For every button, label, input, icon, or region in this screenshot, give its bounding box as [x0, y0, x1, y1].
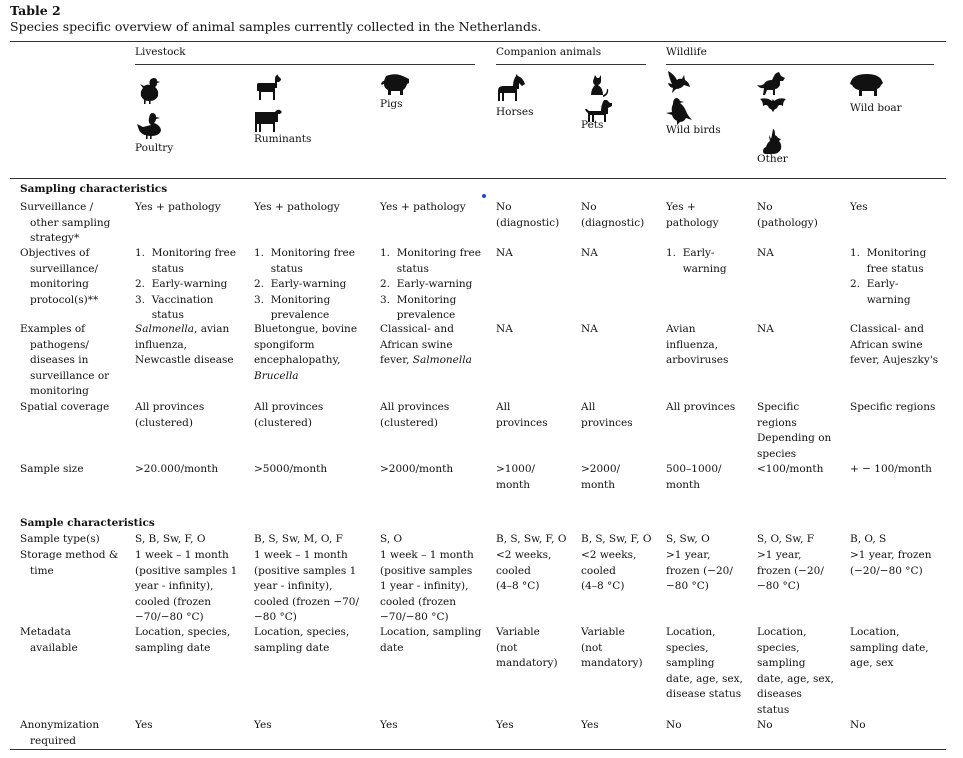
cell-objectives-1 — [254, 246, 355, 324]
cell-line: Yes + pathology — [380, 201, 466, 213]
cell-line: >1 year, — [757, 549, 802, 561]
cell-line: sampling — [666, 657, 715, 669]
col-wild-birds: Wild birds — [666, 124, 721, 136]
cell-line: status — [380, 262, 429, 275]
group-wildlife: Wildlife — [666, 46, 707, 58]
cell-line: 3. Monitoring — [380, 293, 457, 306]
companion-rule — [496, 64, 646, 65]
cell-spatial-5 — [666, 400, 735, 416]
cell-examples-0 — [135, 322, 234, 369]
cell-line: mandatory) — [581, 657, 643, 669]
cell-surveillance-5 — [666, 200, 719, 231]
col-pets: Pets — [581, 119, 604, 131]
cell-line: (positive samples 1 — [254, 564, 357, 577]
cell-line: All provinces — [254, 401, 324, 413]
cell-line: cooled (frozen −70/ — [254, 595, 360, 608]
cell-line: warning — [666, 262, 727, 275]
cell-line: 1. Monitoring free — [380, 247, 481, 259]
cell-sample-size-7 — [850, 462, 932, 478]
cell-line: 1 week – 1 month — [380, 549, 474, 561]
cell-storage-3 — [496, 548, 551, 595]
cell-line: prevalence — [380, 309, 456, 321]
cell-line: month — [496, 478, 531, 491]
cell-line: species, — [757, 641, 800, 654]
cell-sample-types-2 — [380, 532, 402, 548]
cell-line: sampling date, — [850, 641, 929, 654]
cell-line: All provinces — [135, 401, 205, 413]
row-label-line: strategy* — [30, 232, 80, 244]
cell-surveillance-1 — [254, 200, 340, 216]
cell-line: warning — [850, 293, 911, 306]
cell-spatial-6 — [757, 400, 831, 462]
cell-line: (positive samples — [380, 564, 473, 577]
cell-line: B, O, S — [850, 533, 887, 545]
row-label-line: diseases in — [30, 354, 89, 366]
cell-line: No — [496, 201, 512, 213]
cell-line: status — [254, 262, 303, 275]
cell-line: NA — [581, 323, 598, 335]
cell-line: No — [581, 201, 597, 213]
cell-line: year - infinity), — [135, 580, 214, 592]
cell-objectives-0 — [135, 246, 236, 324]
cell-anonymization-3 — [496, 718, 514, 734]
cell-examples-1 — [254, 322, 357, 384]
row-label-line: pathogens/ — [30, 338, 89, 351]
cell-storage-0 — [135, 548, 237, 626]
cell-line: sampling date — [135, 641, 211, 654]
cell-line: Yes + pathology — [254, 201, 340, 213]
row-label-line: Sample size — [20, 463, 84, 475]
cell-line: −80 °C) — [666, 580, 709, 592]
cell-surveillance-6 — [757, 200, 818, 231]
cell-line: Avian — [666, 323, 696, 335]
cell-line — [254, 369, 357, 385]
row-label-line: Sample type(s) — [20, 533, 100, 545]
cell-line: No — [666, 719, 682, 731]
cell-line: NA — [581, 247, 598, 259]
cell-line: Yes — [850, 201, 868, 213]
cell-examples-3 — [496, 322, 513, 338]
cell-line: (clustered) — [380, 416, 438, 429]
cell-storage-4 — [581, 548, 636, 595]
cell-line: >1000/ — [496, 463, 536, 475]
col-wild-boar: Wild boar — [850, 102, 902, 114]
cell-sample-size-2 — [380, 462, 453, 478]
row-label-anonymization — [20, 718, 130, 749]
header-rule — [10, 178, 946, 179]
cell-line: species — [757, 447, 797, 460]
wildlife-rule — [666, 64, 934, 65]
row-label-line: available — [30, 641, 78, 654]
cell-line: month — [666, 478, 701, 491]
marker-dot — [482, 194, 486, 198]
row-label-sample-size — [20, 462, 130, 478]
cell-line: All provinces — [380, 401, 450, 413]
cell-line: >1 year, frozen — [850, 549, 932, 561]
cell-line: Salmonella, avian — [135, 323, 230, 335]
cell-line: S, Sw, O — [666, 533, 710, 545]
row-label-line: protocol(s)** — [30, 293, 99, 306]
cell-line: S, O — [380, 533, 403, 545]
section-sampling-characteristics: Sampling characteristics — [20, 183, 168, 195]
eagle-icon — [664, 96, 694, 126]
boar-icon — [850, 70, 884, 100]
cell-examples-4 — [581, 322, 598, 338]
row-label-line: Metadata — [20, 626, 71, 638]
cell-anonymization-2 — [380, 718, 398, 734]
cell-line: influenza, — [666, 338, 718, 351]
cell-line: status — [135, 262, 184, 275]
cell-sample-types-3 — [496, 532, 566, 548]
row-label-line: time — [30, 564, 54, 577]
cell-line: (4–8 °C) — [581, 580, 625, 592]
cell-line: Classical- and — [850, 323, 924, 335]
cell-anonymization-0 — [135, 718, 153, 734]
duck-icon — [134, 110, 164, 140]
cell-line: 2. Early-warning — [254, 278, 347, 290]
row-label-examples — [20, 322, 130, 400]
cell-line: (4–8 °C) — [496, 580, 540, 592]
cell-line: Bluetongue, bovine — [254, 323, 358, 335]
cell-line: (diagnostic) — [496, 216, 560, 229]
cell-line: African swine — [380, 338, 453, 351]
cell-line: encephalopathy, — [254, 354, 341, 366]
cell-line: All — [496, 401, 511, 413]
cell-line: 2. Early-warning — [135, 278, 228, 290]
row-label-line: surveillance or — [30, 369, 110, 382]
col-other: Other — [757, 153, 788, 165]
cell-line: B, S, Sw, M, O, F — [254, 533, 343, 545]
cell-storage-2 — [380, 548, 474, 626]
cell-line: All provinces — [666, 401, 736, 413]
cell-line: status — [135, 309, 184, 321]
cell-line: NA — [496, 247, 513, 259]
table-title: Table 2 — [10, 3, 61, 18]
row-label-line: Storage method & — [20, 549, 119, 561]
cell-sample-size-0 — [135, 462, 218, 478]
cell-sample-size-5 — [666, 462, 722, 493]
row-label-line: Anonymization — [20, 719, 100, 731]
cell-metadata-0 — [135, 625, 230, 656]
cell-line: S, B, Sw, F, O — [135, 533, 206, 545]
cell-line: (pathology) — [757, 216, 818, 229]
cell-spatial-3 — [496, 400, 548, 431]
cell-line: Classical- and — [380, 323, 454, 335]
cell-anonymization-5 — [666, 718, 682, 734]
cell-line: cooled (frozen — [135, 595, 211, 608]
cell-line: 1. Early- — [666, 247, 715, 259]
row-label-sample-types — [20, 532, 130, 548]
cell-line: spongiform — [254, 338, 315, 351]
table-caption: Species specific overview of animal samples currently collected in the Netherlands. — [10, 19, 542, 34]
cell-line: Location, sampling — [380, 626, 482, 638]
cell-line: <100/month — [757, 463, 824, 475]
cell-surveillance-4 — [581, 200, 644, 231]
cell-line: 3. Vaccination — [135, 293, 214, 306]
cell-line: 2. Early- — [850, 278, 899, 290]
row-label-surveillance — [20, 200, 130, 247]
row-label-spatial — [20, 400, 130, 416]
cell-spatial-4 — [581, 400, 633, 431]
cell-line: Location, species, — [254, 626, 350, 638]
cell-line: Specific regions — [850, 401, 936, 413]
cell-surveillance-7 — [850, 200, 868, 216]
cell-metadata-6 — [757, 625, 834, 718]
row-label-storage — [20, 548, 130, 579]
cell-line: date — [380, 641, 404, 654]
cell-examples-7 — [850, 322, 938, 369]
cell-line: −70/−80 °C) — [380, 611, 449, 623]
cell-line: mandatory) — [496, 657, 558, 669]
cell-line: <2 weeks, — [496, 549, 552, 561]
cell-line: −80 °C) — [757, 580, 800, 592]
cell-line: influenza, — [135, 338, 187, 351]
cell-line: (clustered) — [135, 416, 193, 429]
row-label-line: monitoring — [30, 278, 89, 290]
row-label-line: other sampling — [30, 216, 111, 229]
col-horses: Horses — [496, 106, 534, 118]
cell-line: >1 year, — [666, 549, 711, 561]
cell-line: + − 100/month — [850, 463, 932, 475]
cell-sample-size-3 — [496, 462, 535, 493]
cell-line: frozen (−20/ — [666, 564, 733, 577]
livestock-rule — [135, 64, 475, 65]
row-label-line: required — [30, 734, 77, 747]
cell-sample-types-4 — [581, 532, 651, 548]
pathogen-name: Salmonella — [412, 354, 472, 366]
pathogen-name: Salmonella — [135, 323, 195, 335]
cell-line: No — [757, 719, 773, 731]
cell-spatial-0 — [135, 400, 204, 431]
horse-icon — [496, 72, 526, 102]
cell-objectives-7 — [850, 246, 926, 308]
cell-line: −80 °C) — [254, 611, 297, 623]
cell-line: Location, species, — [135, 626, 231, 638]
cell-sample-types-0 — [135, 532, 205, 548]
cell-line: All — [581, 401, 596, 413]
cell-line: frozen (−20/ — [757, 564, 824, 577]
cell-line: >5000/month — [254, 463, 328, 475]
cell-line: Variable — [581, 626, 625, 638]
cell-objectives-6 — [757, 246, 774, 262]
row-label-objectives — [20, 246, 130, 308]
cell-line: 3. Monitoring — [254, 293, 331, 306]
cell-line: S, O, Sw, F — [757, 533, 815, 545]
cell-line: 1. Monitoring — [850, 247, 927, 259]
cell-line: No — [850, 719, 866, 731]
cell-line: Yes + — [666, 201, 696, 213]
cell-line: African swine — [850, 338, 923, 351]
cell-line: 500–1000/ — [666, 463, 722, 475]
cell-sample-size-6 — [757, 462, 823, 478]
cell-surveillance-0 — [135, 200, 221, 216]
row-label-line: Objectives of — [20, 247, 90, 259]
cell-examples-5 — [666, 322, 728, 369]
cell-line: (clustered) — [254, 416, 312, 429]
cell-sample-types-6 — [757, 532, 814, 548]
cell-sample-types-7 — [850, 532, 886, 548]
cell-line: (−20/−80 °C) — [850, 564, 923, 577]
cell-line: Yes — [135, 719, 153, 731]
cell-storage-6 — [757, 548, 824, 595]
row-label-line: Surveillance / — [20, 201, 94, 213]
cell-line: Depending on — [757, 432, 832, 444]
cell-line: disease status — [666, 688, 742, 700]
group-livestock: Livestock — [135, 46, 186, 58]
cell-line: Location, — [666, 626, 716, 638]
cell-line: 1. Monitoring free — [254, 247, 355, 259]
group-companion: Companion animals — [496, 46, 602, 58]
cell-spatial-7 — [850, 400, 935, 416]
cell-line: year - infinity), — [254, 580, 333, 592]
cell-line: Location, — [850, 626, 900, 638]
cell-line: cooled (frozen — [380, 595, 456, 608]
cell-line: B, S, Sw, F, O — [581, 533, 652, 545]
cell-anonymization-7 — [850, 718, 866, 734]
cell-line: fever, Salmonella — [380, 354, 472, 366]
cell-line: Location, — [757, 626, 807, 638]
top-rule — [10, 41, 946, 42]
col-poultry: Poultry — [135, 142, 174, 154]
cell-examples-2 — [380, 322, 472, 369]
row-label-metadata — [20, 625, 130, 656]
cell-examples-6 — [757, 322, 774, 338]
cell-line: Yes — [581, 719, 599, 731]
cell-line: (diagnostic) — [581, 216, 645, 229]
cell-line: provinces — [581, 416, 633, 429]
cell-objectives-3 — [496, 246, 513, 262]
cell-surveillance-3 — [496, 200, 559, 231]
cell-metadata-4 — [581, 625, 643, 672]
row-label-line: surveillance/ — [30, 262, 99, 275]
cell-line: 1 week – 1 month — [135, 549, 229, 561]
row-label-line: Spatial coverage — [20, 401, 110, 413]
cell-line: 1. Monitoring free — [135, 247, 236, 259]
cell-line: species, — [666, 641, 709, 654]
cell-line: Newcastle disease — [135, 354, 234, 366]
cell-anonymization-1 — [254, 718, 272, 734]
cell-line: NA — [496, 323, 513, 335]
cell-line: prevalence — [254, 309, 330, 321]
section-sample-characteristics: Sample characteristics — [20, 517, 155, 529]
cell-sample-size-4 — [581, 462, 620, 493]
cell-line: 1 year - infinity), — [380, 580, 469, 592]
cell-line: 1 week – 1 month — [254, 549, 348, 561]
cell-line: arboviruses — [666, 354, 729, 366]
cell-line: (not — [581, 641, 603, 654]
cell-line: date, age, sex, — [757, 672, 834, 685]
cell-anonymization-4 — [581, 718, 599, 734]
bird-icon — [664, 68, 694, 98]
goat-icon — [253, 72, 283, 102]
cow-icon — [253, 104, 283, 134]
cell-line: <2 weeks, — [581, 549, 637, 561]
cell-line: 2. Early-warning — [380, 278, 473, 290]
cell-line: Yes — [254, 719, 272, 731]
cell-line: date, age, sex, — [666, 672, 743, 685]
cell-line: Variable — [496, 626, 540, 638]
cell-storage-5 — [666, 548, 733, 595]
cell-objectives-2 — [380, 246, 481, 324]
cell-metadata-3 — [496, 625, 558, 672]
pathogen-name: Brucella — [254, 369, 299, 382]
cell-line: −70/−80 °C) — [135, 611, 204, 623]
cell-line: >20.000/month — [135, 463, 219, 475]
row-label-line: monitoring — [30, 385, 89, 397]
cell-objectives-5 — [666, 246, 727, 277]
cell-line: Yes + pathology — [135, 201, 221, 213]
cell-line: >2000/month — [380, 463, 454, 475]
col-ruminants: Ruminants — [254, 133, 312, 145]
cell-sample-types-1 — [254, 532, 343, 548]
cell-objectives-4 — [581, 246, 598, 262]
cell-metadata-2 — [380, 625, 481, 656]
cell-sample-size-1 — [254, 462, 327, 478]
cell-line: (not — [496, 641, 518, 654]
cell-line: diseases — [757, 688, 802, 700]
cell-line: >2000/ — [581, 463, 621, 475]
cell-line: NA — [757, 247, 774, 259]
cell-storage-1 — [254, 548, 359, 626]
cell-line: Yes — [496, 719, 514, 731]
cell-line: sampling date — [254, 641, 330, 654]
cell-line: NA — [757, 323, 774, 335]
cell-line: (positive samples 1 — [135, 564, 238, 577]
cell-line: fever, Aujeszky's — [850, 354, 939, 366]
cell-spatial-2 — [380, 400, 449, 431]
cell-line: month — [581, 478, 616, 491]
bat-icon — [757, 93, 787, 123]
cell-line: cooled — [496, 564, 531, 577]
pig-icon — [381, 68, 411, 98]
chicken-icon — [134, 75, 164, 105]
cell-line: Yes — [380, 719, 398, 731]
cell-spatial-1 — [254, 400, 323, 431]
cell-line: sampling — [757, 657, 806, 669]
cell-metadata-7 — [850, 625, 929, 672]
cell-line: status — [757, 703, 790, 716]
cell-line: Specific — [757, 401, 800, 413]
cell-sample-types-5 — [666, 532, 710, 548]
cell-metadata-5 — [666, 625, 743, 703]
cell-surveillance-2 — [380, 200, 466, 216]
cell-line: B, S, Sw, F, O — [496, 533, 567, 545]
cell-storage-7 — [850, 548, 932, 579]
bottom-rule — [10, 749, 946, 750]
cell-line: regions — [757, 416, 797, 429]
cell-line: cooled — [581, 564, 616, 577]
cell-anonymization-6 — [757, 718, 773, 734]
cell-line: age, sex — [850, 657, 894, 669]
cell-line: provinces — [496, 416, 548, 429]
col-pigs: Pigs — [380, 98, 403, 110]
cell-line: pathology — [666, 216, 719, 229]
cell-line: No — [757, 201, 773, 213]
cell-metadata-1 — [254, 625, 349, 656]
row-label-line: Examples of — [20, 323, 86, 335]
cell-line: free status — [850, 262, 924, 275]
